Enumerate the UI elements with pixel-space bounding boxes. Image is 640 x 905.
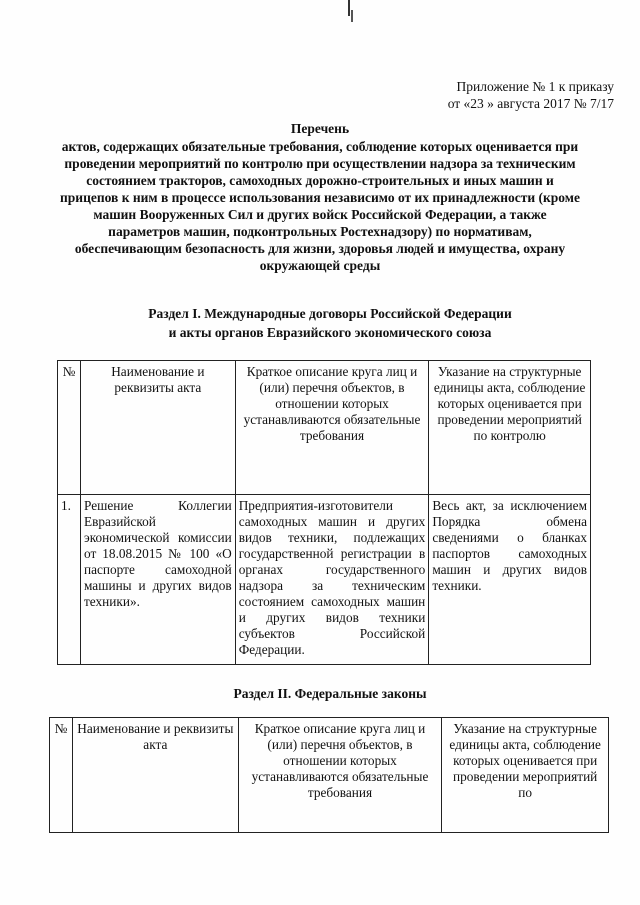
section-1-heading <box>60 304 600 342</box>
col-header-num: № <box>58 361 81 495</box>
section-1-heading-line-2: и акты органов Евразийского экономического союза <box>168 325 492 340</box>
col-header-name: Наименование и реквизиты акта <box>80 361 235 495</box>
table-header-row <box>58 361 591 495</box>
col-header-num: № <box>50 718 73 833</box>
appendix-line-1: Приложение № 1 к приказу <box>456 79 614 94</box>
appendix-line-2: от «23 » августа 2017 № 7/17 <box>447 96 614 111</box>
row-description: Предприятия-изготовители самоходных машин и других видов техники, подлежащих государственной регистрации в органах государственного надзора за техническим состоянием самоходных машин и других видов техники субъектов Российской Федерации. <box>235 495 429 665</box>
col-header-units: Указание на структурные единицы акта, соблюдение которых оценивается при проведении мероприятий по <box>442 718 609 833</box>
col-header-description: Краткое описание круга лиц и (или) перечня объектов, в отношении которых устанавливаются обязательные требования <box>235 361 429 495</box>
document-title <box>60 120 580 274</box>
scan-mark <box>351 10 353 22</box>
col-header-name: Наименование и реквизиты акта <box>72 718 238 833</box>
appendix-reference <box>448 78 614 112</box>
col-header-units: Указание на структурные единицы акта, соблюдение которых оценивается при проведении мероприятий по контролю <box>429 361 591 495</box>
table-header-row <box>50 718 609 833</box>
title-heading: Перечень <box>290 121 350 136</box>
section-2-table <box>49 717 609 833</box>
title-body: актов, содержащих обязательные требования, соблюдение которых оценивается при проведении мероприятий по контролю при осуществлении надзора за техническим состоянием тракторов, самоходных дорожно-строительных и иных машин и прицепов к ним в процессе использования независимо от их принадлежности (кроме машин Вооруженных Сил и других войск Российской Федерации, а также параметров машин, подконтрольных Ростехнадзору) по нормативам, обеспечивающим безопасность для жизни, здоровья людей и имущества, охрану окружающей среды <box>60 139 580 273</box>
col-header-description: Краткое описание круга лиц и (или) перечня объектов, в отношении которых устанавливаются обязательные требования <box>238 718 442 833</box>
row-num: 1. <box>58 495 81 665</box>
table-row <box>58 495 591 665</box>
scan-mark <box>348 0 350 16</box>
section-1-table <box>57 360 591 665</box>
row-units: Весь акт, за исключением Порядка обмена сведениями о бланках паспортов самоходных машин и других видов техники. <box>429 495 591 665</box>
section-2-heading: Раздел II. Федеральные законы <box>233 686 427 701</box>
section-1-heading-line-1: Раздел I. Международные договоры Российской Федерации <box>148 306 512 321</box>
row-name: Решение Коллегии Евразийской экономической комиссии от 18.08.2015 № 100 «О паспорте самоходной машины и других видов техники». <box>80 495 235 665</box>
